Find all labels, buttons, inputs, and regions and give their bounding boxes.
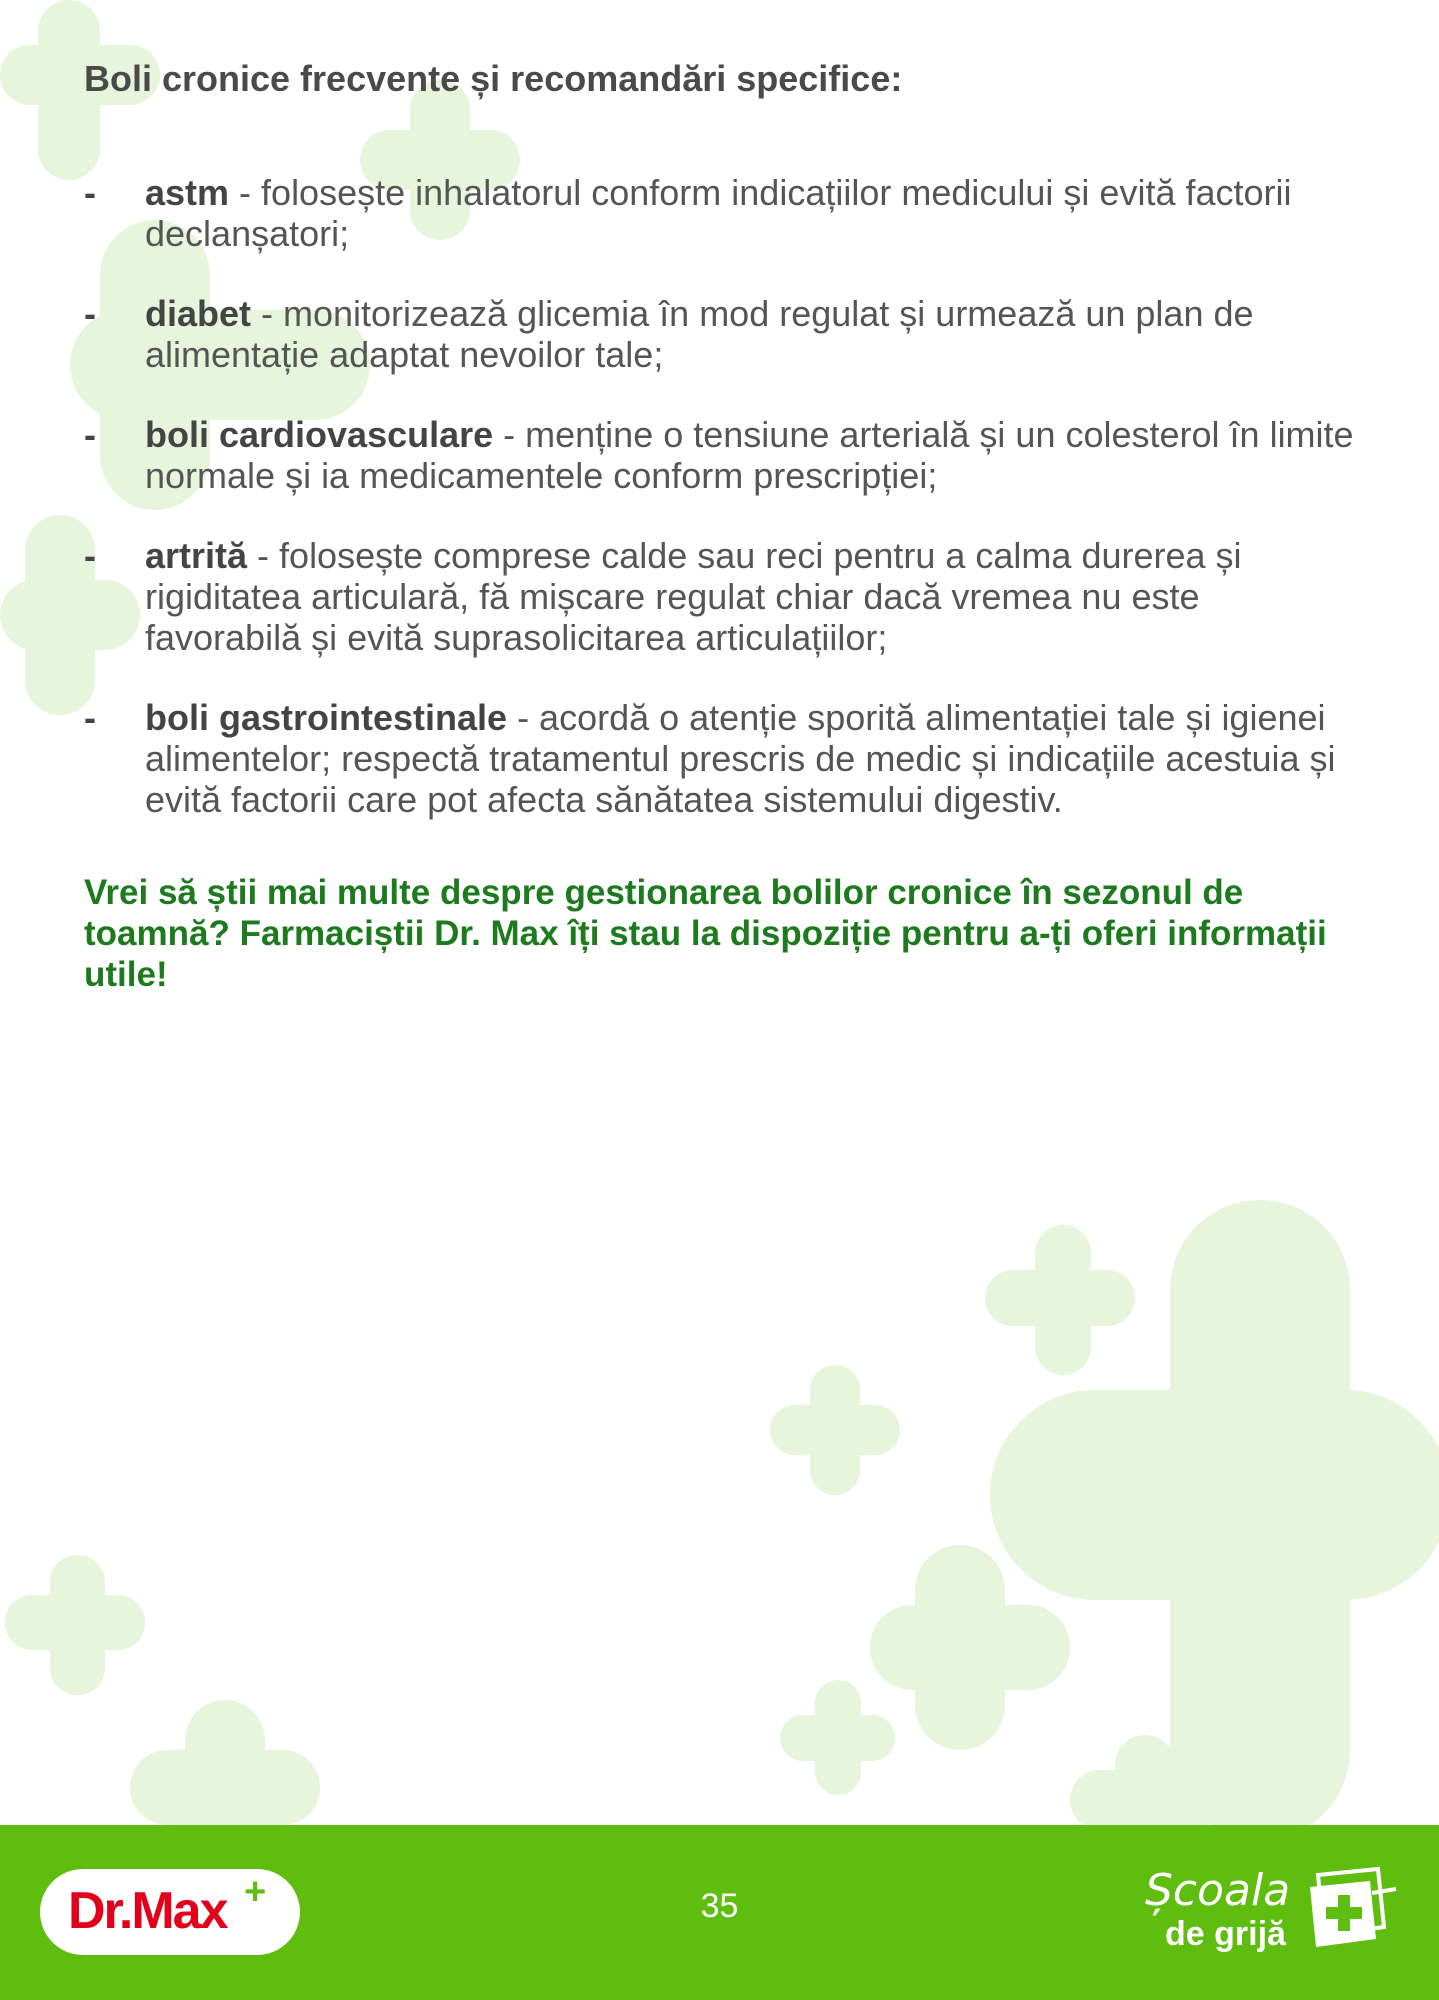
list-item: [84, 697, 1354, 820]
item-text: - acordă o atenție sporită alimentației tale și igienei alimentelor; respectă tratamentul prescris de medic și indicațiile acestuia și evită factorii care pot afecta sănătatea sistemului digestiv.: [145, 697, 1336, 820]
item-term: diabet: [145, 293, 252, 334]
brand-line-2: de grijă: [1165, 1915, 1286, 1953]
list-item: [84, 293, 1354, 375]
item-term: artrită: [145, 535, 248, 576]
bullet-dash: -: [84, 172, 96, 213]
scoala-de-grija-logo: [1145, 1865, 1405, 1965]
footer-bar: [0, 1825, 1439, 2000]
item-text: - folosește comprese calde sau reci pentru a calma durerea și rigiditatea articulară, fă mișcare regulat chiar dacă vremea nu este favorabilă și evită suprasolicitarea articulațiilor;: [145, 535, 1242, 658]
brand-line-1: Școala: [1145, 1865, 1291, 1916]
brand-cross-icon: [1300, 1865, 1400, 1955]
item-text: - monitorizează glicemia în mod regulat și urmează un plan de alimentație adaptat nevoilor tale;: [145, 293, 1254, 375]
logo-text: Dr.Max: [68, 1882, 227, 1940]
item-term: boli gastrointestinale: [145, 697, 508, 738]
bullet-dash: -: [84, 697, 96, 738]
call-to-action: Vrei să știi mai multe despre gestionarea bolilor cronice în sezonul de toamnă? Farmaciștii Dr. Max îți stau la dispoziție pentru a-ți oferi informații utile!: [84, 873, 1327, 994]
main-content: [84, 58, 1354, 1030]
bullet-dash: -: [84, 293, 96, 334]
page-number: 35: [700, 1887, 739, 1925]
item-text: - folosește inhalatorul conform indicațiilor medicului și evită factorii declanșatori;: [145, 172, 1292, 254]
list-item: [84, 535, 1354, 658]
logo-plus-icon: +: [244, 1871, 267, 1913]
disease-list: [84, 172, 1354, 820]
bullet-dash: -: [84, 535, 96, 576]
item-text: - menține o tensiune arterială și un colesterol în limite normale și ia medicamentele conform prescripției;: [145, 414, 1354, 496]
list-item: [84, 414, 1354, 496]
list-item: [84, 172, 1354, 254]
bullet-dash: -: [84, 414, 96, 455]
page-heading: Boli cronice frecvente și recomandări specifice:: [84, 58, 903, 99]
item-term: boli cardiovasculare: [145, 414, 494, 455]
item-term: astm: [145, 172, 230, 213]
